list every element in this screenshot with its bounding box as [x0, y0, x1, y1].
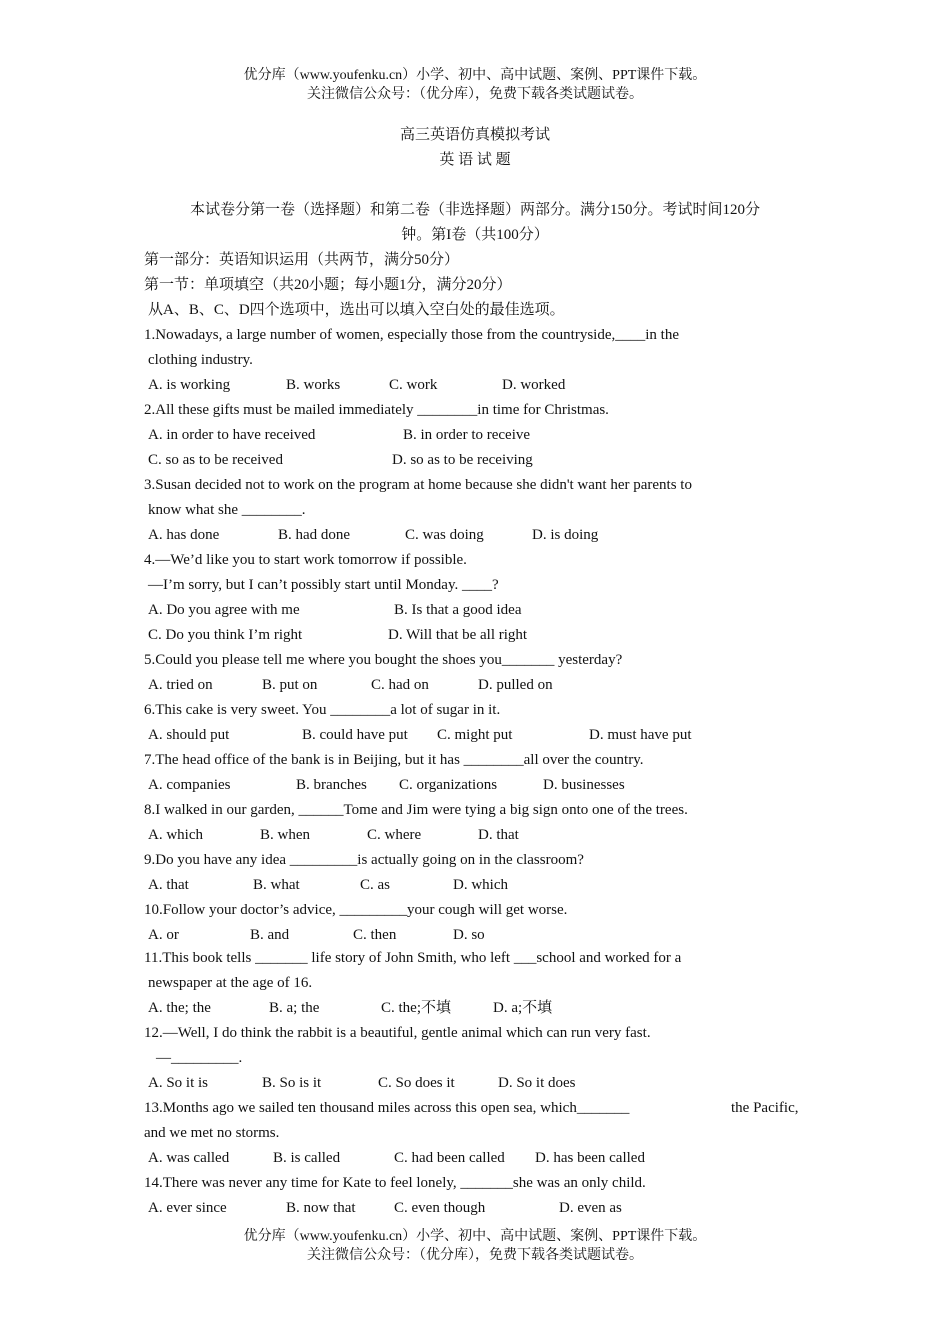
question-11-option-d: D. a;不填: [493, 1000, 553, 1016]
question-14-option-c: C. even though: [394, 1200, 486, 1216]
question-7-option-d: D. businesses: [543, 777, 625, 793]
question-14-option-a: A. ever since: [148, 1200, 227, 1216]
question-13-stem-cont: and we met no storms.: [144, 1125, 280, 1141]
question-4-stem-cont: —I’m sorry, but I can’t possibly start until Monday. ____?: [148, 577, 499, 593]
question-3-option-c: C. was doing: [405, 527, 484, 543]
question-5-stem: 5.Could you please tell me where you bought the shoes you_______ yesterday?: [144, 652, 623, 668]
intro-line-2: 钟。第I卷（共100分）: [401, 227, 549, 243]
question-9-option-a: A. that: [148, 877, 189, 893]
footer-line-2: 关注微信公众号：（优分库），免费下载各类试题试卷。: [307, 1248, 643, 1263]
question-3-option-d: D. is doing: [532, 527, 599, 543]
question-12-option-d: D. So it does: [498, 1075, 576, 1091]
question-9-option-d: D. which: [453, 877, 508, 893]
question-2-option-c: C. so as to be received: [148, 452, 283, 468]
question-5-option-c: C. had on: [371, 677, 429, 693]
question-10-option-a: A. or: [148, 927, 179, 943]
question-14-option-b: B. now that: [286, 1200, 356, 1216]
question-5-option-b: B. put on: [262, 677, 318, 693]
question-12-stem-cont: —_________.: [156, 1050, 243, 1066]
question-8-option-b: B. when: [260, 827, 310, 843]
question-11-option-b: B. a; the: [269, 1000, 320, 1016]
question-6-option-a: A. should put: [148, 727, 230, 743]
question-7-option-a: A. companies: [148, 777, 231, 793]
header-line-2: 关注微信公众号：（优分库），免费下载各类试题试卷。: [307, 87, 643, 102]
question-3-option-b: B. had done: [278, 527, 351, 543]
question-10-option-c: C. then: [353, 927, 397, 943]
question-6-stem: 6.This cake is very sweet. You ________a lot of sugar in it.: [144, 702, 501, 718]
question-12-option-a: A. So it is: [148, 1075, 209, 1091]
question-13-option-a: A. was called: [148, 1150, 230, 1166]
question-8-option-d: D. that: [478, 827, 519, 843]
question-8-option-c: C. where: [367, 827, 422, 843]
question-8-option-a: A. which: [148, 827, 203, 843]
instruction: 从A、B、C、D四个选项中，选出可以填入空白处的最佳选项。: [148, 302, 565, 318]
question-7-option-c: C. organizations: [399, 777, 498, 793]
question-13-option-c: C. had been called: [394, 1150, 505, 1166]
question-9-stem: 9.Do you have any idea _________is actually going on in the classroom?: [144, 852, 584, 868]
question-4-option-b: B. Is that a good idea: [394, 602, 522, 618]
question-12-stem: 12.—Well, I do think the rabbit is a beautiful, gentle animal which can run very fast.: [144, 1025, 651, 1041]
question-2-option-b: B. in order to receive: [403, 427, 531, 443]
question-3-stem: 3.Susan decided not to work on the program at home because she didn't want her parents to: [144, 477, 692, 493]
question-7-stem: 7.The head office of the bank is in Beijing, but it has ________all over the country.: [144, 752, 644, 768]
question-11-stem-cont: newspaper at the age of 16.: [148, 975, 313, 991]
question-4-option-d: D. Will that be all right: [388, 627, 528, 643]
question-13-stem-tail: the Pacific,: [731, 1100, 799, 1116]
question-14-option-d: D. even as: [559, 1200, 622, 1216]
question-1-stem-cont: clothing industry.: [148, 352, 253, 368]
question-2-stem: 2.All these gifts must be mailed immediately ________in time for Christmas.: [144, 402, 609, 418]
question-3-stem-cont: know what she ________.: [148, 502, 306, 518]
question-1-option-a: A. is working: [148, 377, 231, 393]
exam-subtitle: 英 语 试 题: [439, 152, 511, 168]
question-9-option-c: C. as: [360, 877, 390, 893]
question-3-option-a: A. has done: [148, 527, 220, 543]
question-1-option-d: D. worked: [502, 377, 566, 393]
intro-line-1: 本试卷分第一卷（选择题）和第二卷（非选择题）两部分。满分150分。考试时间120分: [189, 202, 760, 218]
question-8-stem: 8.I walked in our garden, ______Tome and Jim were tying a big sign onto one of the trees.: [144, 802, 688, 818]
question-11-option-a: A. the; the: [148, 1000, 211, 1016]
question-13-stem: 13.Months ago we sailed ten thousand miles across this open sea, which_______: [144, 1100, 630, 1116]
question-6-option-b: B. could have put: [302, 727, 408, 743]
footer-line-1: 优分库（www.youfenku.cn）小学、初中、高中试题、案例、PPT课件下载。: [243, 1229, 707, 1244]
question-11-option-c: C. the;不填: [381, 1000, 451, 1016]
question-10-option-d: D. so: [453, 927, 485, 943]
question-6-option-c: C. might put: [437, 727, 513, 743]
question-2-option-d: D. so as to be receiving: [392, 452, 533, 468]
question-10-stem: 10.Follow your doctor’s advice, _________your cough will get worse.: [144, 902, 568, 918]
exam-title: 高三英语仿真模拟考试: [399, 127, 550, 143]
question-12-option-b: B. So is it: [262, 1075, 322, 1091]
question-13-option-b: B. is called: [273, 1150, 341, 1166]
question-2-option-a: A. in order to have received: [148, 427, 316, 443]
question-9-option-b: B. what: [253, 877, 300, 893]
question-11-stem: 11.This book tells _______ life story of John Smith, who left ___school and worked for a: [144, 950, 682, 966]
question-4-option-c: C. Do you think I’m right: [148, 627, 303, 643]
section-1-heading: 第一节：单项填空（共20小题；每小题1分，满分20分）: [144, 277, 512, 293]
question-7-option-b: B. branches: [296, 777, 367, 793]
question-10-option-b: B. and: [250, 927, 290, 943]
question-5-option-d: D. pulled on: [478, 677, 553, 693]
question-1-option-b: B. works: [286, 377, 341, 393]
question-1-option-c: C. work: [389, 377, 438, 393]
question-5-option-a: A. tried on: [148, 677, 213, 693]
question-12-option-c: C. So does it: [378, 1075, 455, 1091]
part-1-heading: 第一部分：英语知识运用（共两节，满分50分）: [144, 252, 460, 268]
question-4-stem: 4.—We’d like you to start work tomorrow if possible.: [144, 552, 467, 568]
question-14-stem: 14.There was never any time for Kate to feel lonely, _______she was an only child.: [144, 1175, 646, 1191]
question-13-option-d: D. has been called: [535, 1150, 645, 1166]
question-1-stem: 1.Nowadays, a large number of women, especially those from the countryside,____in the: [144, 327, 679, 343]
question-6-option-d: D. must have put: [589, 727, 692, 743]
header-line-1: 优分库（www.youfenku.cn）小学、初中、高中试题、案例、PPT课件下载。: [243, 68, 707, 83]
question-4-option-a: A. Do you agree with me: [148, 602, 300, 618]
